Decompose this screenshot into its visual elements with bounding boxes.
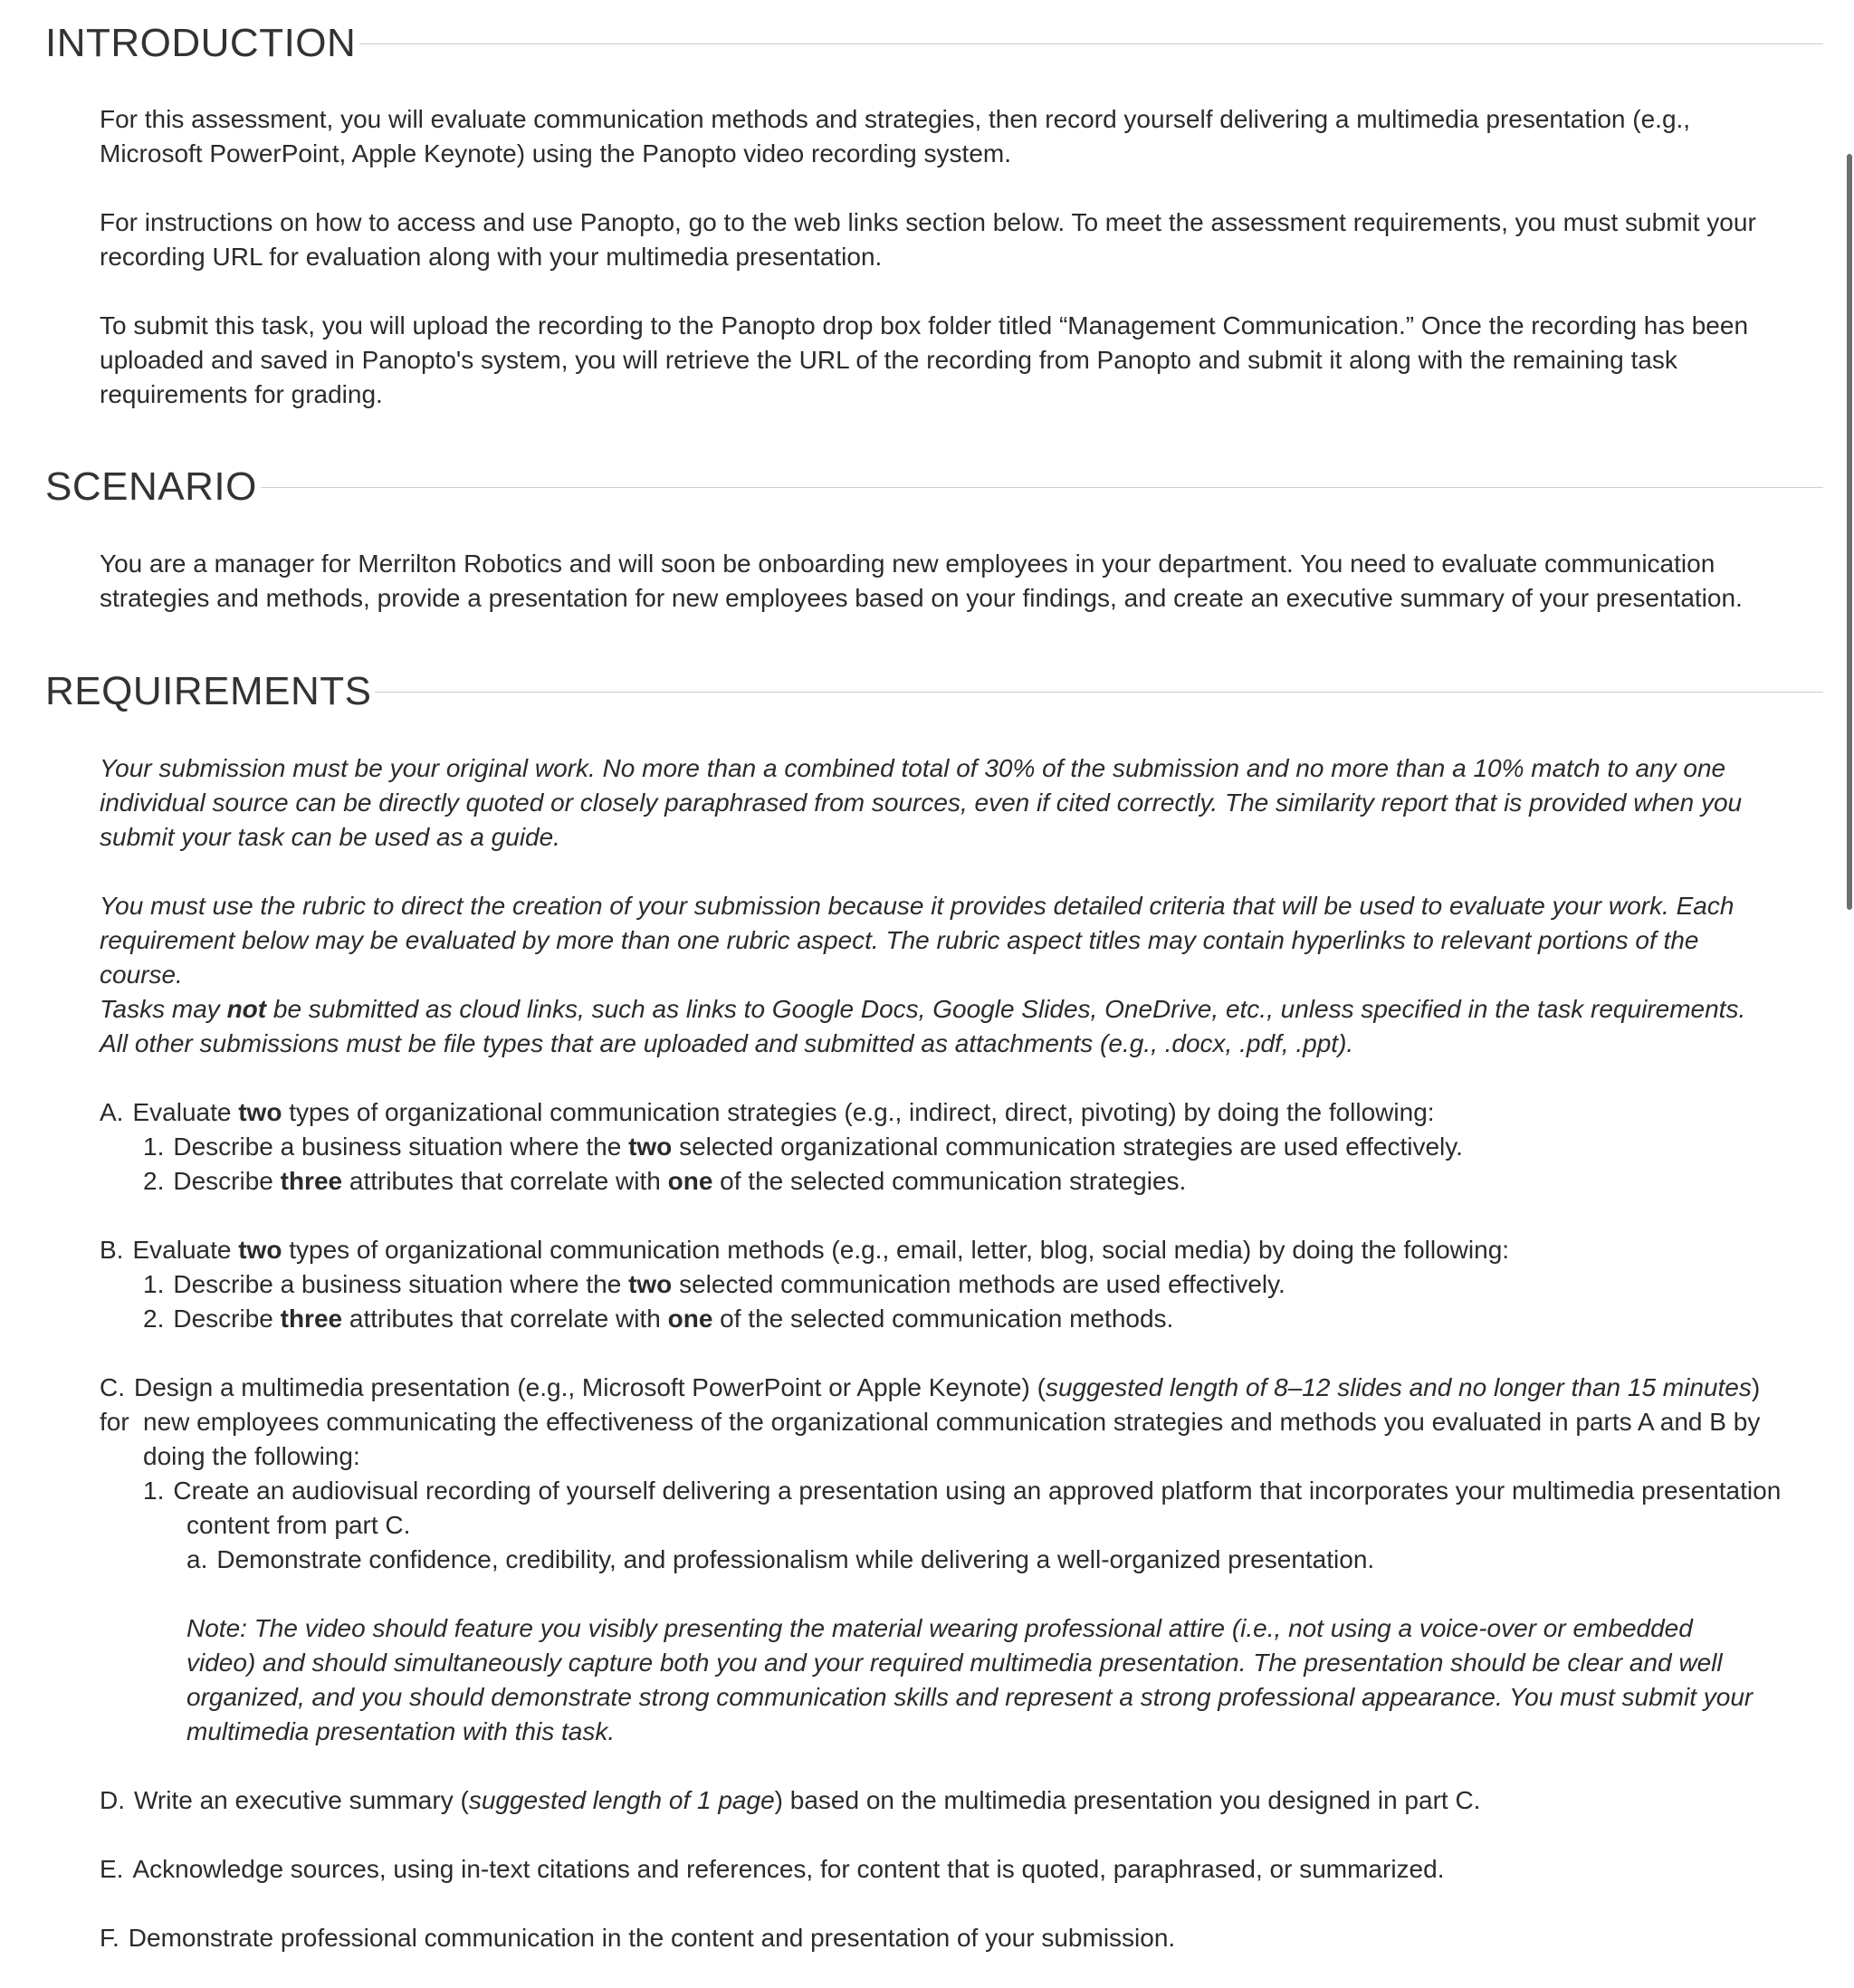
scenario-divider (261, 487, 1823, 488)
scrollbar-thumb[interactable] (1847, 154, 1852, 910)
requirement-b: B. Evaluate two types of organizational communication methods (e.g., email, letter, blog, social media) by doing the following: (100, 1236, 1510, 1264)
intro-paragraph-1: For this assessment, you will evaluate communication methods and strategies, then record yourself delivering a multimedia presentation (e.g., Microsoft PowerPoint, Apple Keynote) using the Panopto video recording system. (100, 105, 1691, 167)
rubric-note: You must use the rubric to direct the creation of your submission because it provides detailed criteria that will be used to evaluate your work. Each requirement below may be evaluated by more than one rubric aspect. The rubric aspect titles may contain hyperlinks to relevant portions of the course. (100, 892, 1735, 989)
requirement-c1-line2: content from part C. (186, 1511, 411, 1539)
requirement-f: F. Demonstrate professional communication in the content and presentation of your submission. (100, 1924, 1176, 1952)
intro-paragraph-2: For instructions on how to access and use Panopto, go to the web links section below. To meet the assessment requirements, you must submit your recording URL for evaluation along with your multimedia presentation. (100, 208, 1756, 271)
scenario-header (45, 462, 1823, 512)
scenario-title: SCENARIO (45, 464, 257, 509)
requirement-e: E. Acknowledge sources, using in-text citations and references, for content that is quoted, paraphrased, or summarized. (100, 1855, 1445, 1883)
requirement-c-line3: doing the following: (143, 1442, 360, 1470)
requirement-b1: 1. Describe a business situation where the two selected communication methods are used effectively. (143, 1270, 1285, 1298)
requirement-c1: 1. Create an audiovisual recording of yourself delivering a presentation using an approved platform that incorporates your multimedia presentation (143, 1477, 1782, 1505)
introduction-divider (359, 43, 1823, 44)
requirement-a1: 1. Describe a business situation where the two selected organizational communication strategies are used effectively. (143, 1133, 1463, 1161)
requirement-a2: 2. Describe three attributes that correlate with one of the selected communication strategies. (143, 1167, 1187, 1195)
requirements-divider (375, 692, 1823, 693)
requirement-c1a: a. Demonstrate confidence, credibility, and professionalism while delivering a well-organized presentation. (186, 1545, 1375, 1573)
requirement-c-line2: new employees communicating the effectiveness of the organizational communication strategies and methods you evaluated in parts A and B by (143, 1408, 1761, 1436)
requirements-title: REQUIREMENTS (45, 669, 372, 713)
introduction-header (45, 18, 1823, 69)
requirements-header (45, 666, 1823, 717)
introduction-title: INTRODUCTION (45, 21, 357, 65)
requirement-d: D. Write an executive summary (suggested length of 1 page) based on the multimedia presentation you designed in part C. (100, 1786, 1481, 1814)
scenario-paragraph: You are a manager for Merrilton Robotics and will soon be onboarding new employees in your department. You need to evaluate communication strategies and methods, provide a presentation for new employees based on your findings, and create an executive summary of your presentation. (100, 550, 1743, 612)
originality-note: Your submission must be your original work. No more than a combined total of 30% of the submission and no more than a 10% match to any one individual source can be directly quoted or closely paraphrased from sources, even if cited correctly. The similarity report that is provided when you submit your task can be used as a guide. (100, 754, 1743, 851)
intro-paragraph-3: To submit this task, you will upload the recording to the Panopto drop box folder titled “Management Communication.” Once the recording has been uploaded and saved in Panopto's system, you will retrieve the URL of the recording from Panopto and submit it along with the remaining task requirements for grading. (100, 311, 1749, 408)
cloud-links-note: Tasks may not be submitted as cloud links, such as links to Google Docs, Google Slides, OneDrive, etc., unless specified in the task requirements. All other submissions must be file types that are uploaded and submitted as attachments (e.g., .docx, .pdf, .ppt). (100, 995, 1746, 1057)
requirement-c: C. Design a multimedia presentation (e.g., Microsoft PowerPoint or Apple Keynote) (suggested length of 8–12 slides and no longer than 15 minutes) for (100, 1373, 1761, 1436)
requirement-b2: 2. Describe three attributes that correlate with one of the selected communication methods. (143, 1305, 1174, 1333)
video-note: Note: The video should feature you visibly presenting the material wearing professional attire (i.e., not using a voice-over or embedded video) and should simultaneously capture both you and your required multimedia presentation. The presentation should be clear and well organized, and you should demonstrate strong communication skills and represent a strong professional appearance. You must submit your multimedia presentation with this task. (186, 1614, 1754, 1745)
requirement-a: A. Evaluate two types of organizational communication strategies (e.g., indirect, direct, pivoting) by doing the following: (100, 1098, 1435, 1126)
vertical-scrollbar[interactable] (1841, 0, 1854, 1988)
